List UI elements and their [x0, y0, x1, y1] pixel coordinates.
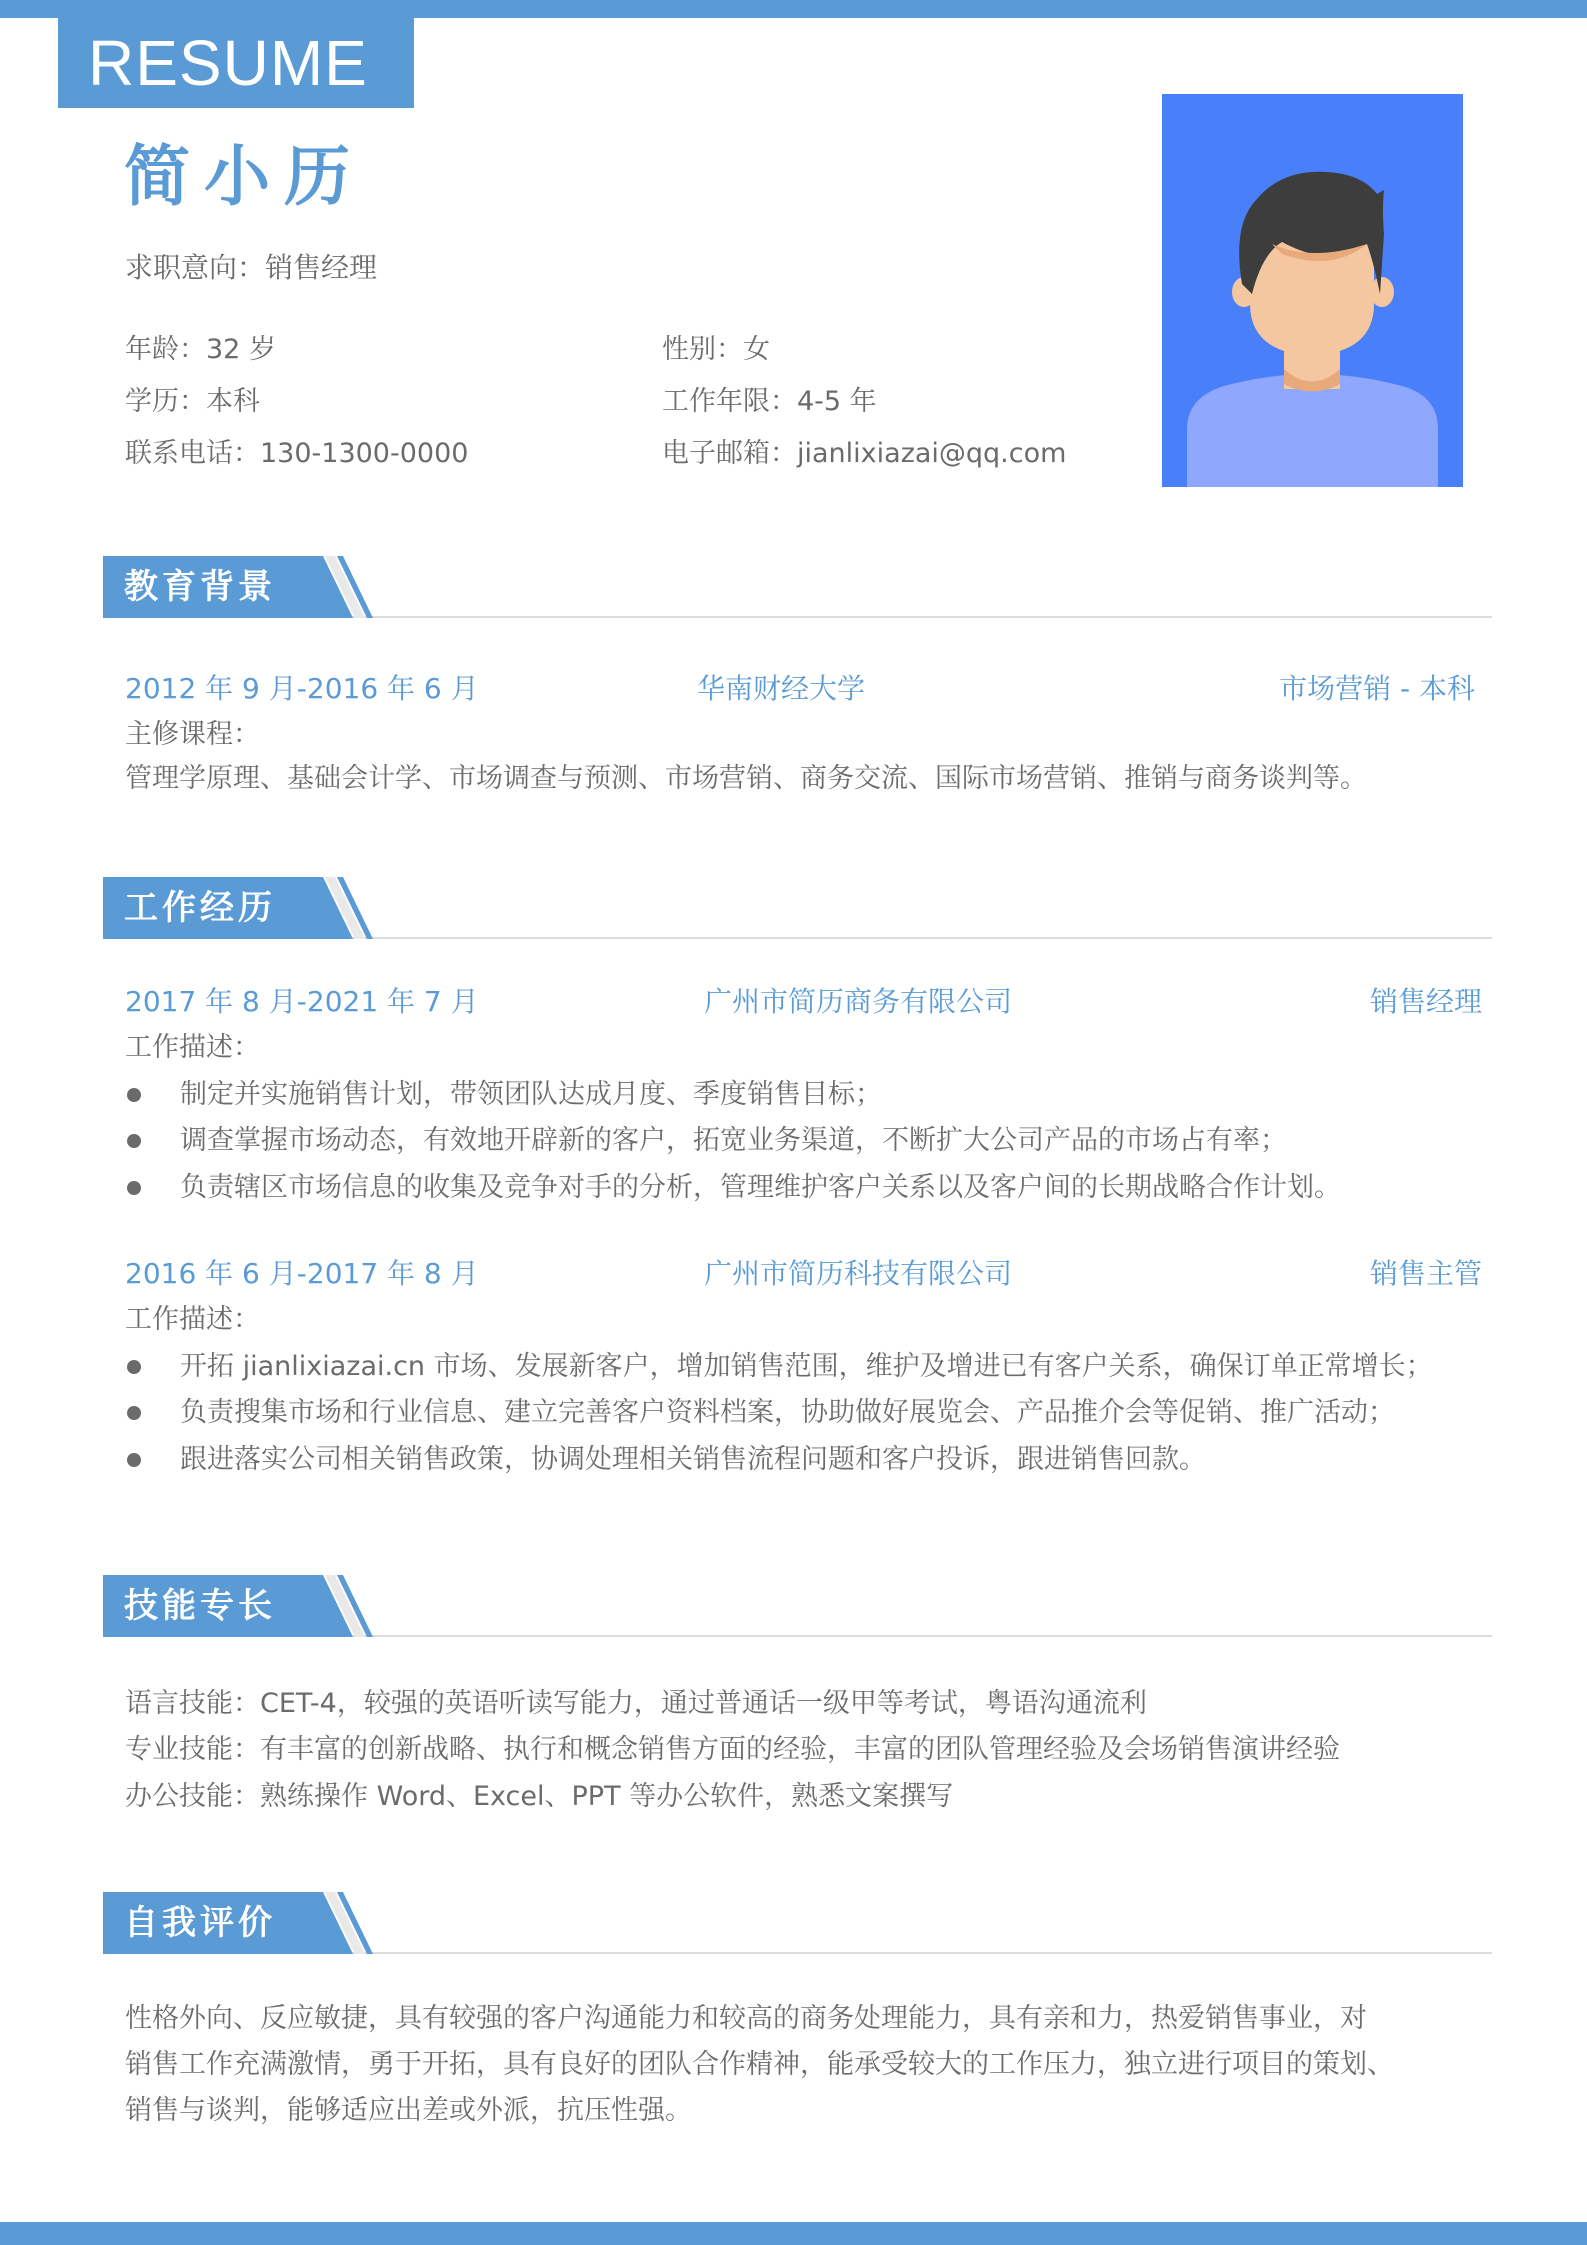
self-eval-line: 销售工作充满激情，勇于开拓，具有良好的团队合作精神，能承受较大的工作压力，独立进行项目的策划、: [125, 2049, 1394, 2080]
edu-school: 华南财经大学: [697, 672, 866, 705]
job-intent: 求职意向：销售经理: [125, 251, 378, 284]
edu-period: 2012 年 9 月-2016 年 6 月: [125, 672, 479, 705]
top-accent-bar: [0, 0, 1587, 18]
section-header-skills: [103, 1575, 1492, 1637]
skill-professional: 专业技能：有丰富的创新战略、执行和概念销售方面的经验，丰富的团队管理经验及会场销售演讲经验: [125, 1734, 1340, 1765]
info-age: 年龄：32 岁: [125, 334, 276, 365]
section-header-self-eval: [103, 1892, 1492, 1954]
bullet-icon: [127, 1088, 141, 1102]
bottom-accent-bar: [0, 2222, 1587, 2245]
job-2-company: 广州市简历科技有限公司: [704, 1257, 1013, 1290]
edu-major: 市场营销 - 本科: [1279, 672, 1475, 705]
info-phone: 联系电话：130-1300-0000: [125, 438, 469, 469]
info-work-years: 工作年限：4-5 年: [662, 386, 877, 417]
info-gender: 性别：女: [662, 334, 770, 365]
job-2-desc-label: 工作描述：: [125, 1304, 260, 1335]
job-2-position: 销售主管: [1369, 1257, 1482, 1290]
skill-language: 语言技能：CET-4，较强的英语听读写能力，通过普通话一级甲等考试，粤语沟通流利: [125, 1688, 1147, 1719]
job-1-period: 2017 年 8 月-2021 年 7 月: [125, 985, 479, 1018]
bullet-icon: [127, 1406, 141, 1420]
job-2-period: 2016 年 6 月-2017 年 8 月: [125, 1257, 479, 1290]
skill-office: 办公技能：熟练操作 Word、Excel、PPT 等办公软件，熟悉文案撰写: [125, 1781, 954, 1812]
info-education: 学历：本科: [125, 386, 260, 417]
section-header-work: [103, 877, 1492, 939]
bullet-icon: [127, 1360, 141, 1374]
section-title: 技能专长: [124, 1586, 276, 1626]
bullet-icon: [127, 1134, 141, 1148]
self-eval-line: 性格外向、反应敏捷，具有较强的客户沟通能力和较高的商务处理能力，具有亲和力，热爱销售事业，对: [125, 2003, 1367, 2034]
job-1-company: 广州市简历商务有限公司: [704, 985, 1013, 1018]
section-title: 教育背景: [124, 567, 276, 607]
job-1-position: 销售经理: [1369, 985, 1482, 1018]
resume-banner: RESUME: [58, 18, 414, 108]
avatar-placeholder-icon: [1162, 94, 1463, 487]
bullet-icon: [127, 1453, 141, 1467]
section-title: 自我评价: [124, 1903, 276, 1943]
candidate-name: 简小历: [124, 138, 364, 215]
profile-photo: [1162, 94, 1463, 487]
section-title: 工作经历: [124, 888, 276, 928]
bullet-icon: [127, 1181, 141, 1195]
section-header-education: [103, 556, 1492, 618]
courses-list: 管理学原理、基础会计学、市场调查与预测、市场营销、商务交流、国际市场营销、推销与商务谈判等。: [125, 763, 1367, 794]
job-1-desc-label: 工作描述：: [125, 1032, 260, 1063]
info-email: 电子邮箱：jianlixiazai@qq.com: [662, 438, 1067, 469]
courses-label: 主修课程：: [125, 719, 260, 750]
self-eval-line: 销售与谈判，能够适应出差或外派，抗压性强。: [125, 2095, 692, 2126]
